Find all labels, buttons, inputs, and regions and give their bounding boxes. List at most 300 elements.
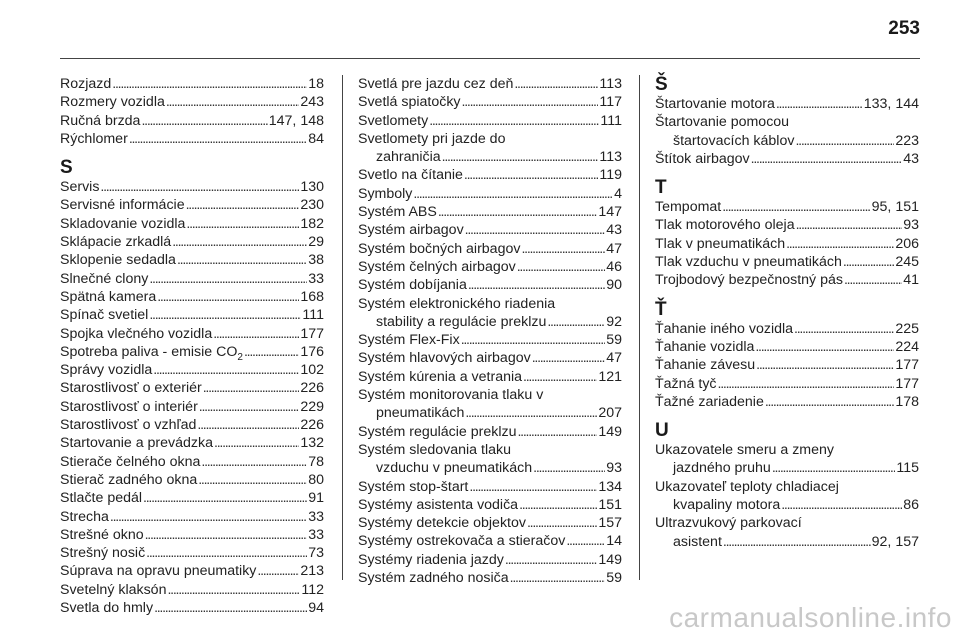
index-entry-pages: 33 [308,526,324,543]
index-entry-term [358,276,467,294]
index-entry-term [60,325,212,343]
index-entry-pages: 177 [895,357,919,374]
index-entry-term-text: asistent [673,533,722,550]
dot-leader [442,148,599,166]
dot-leader [141,112,267,130]
index-entry [60,343,324,361]
index-entry [60,306,324,324]
index-entry-term-text: Slnečné clony [60,270,149,287]
dot-leader [129,130,307,148]
index-entry-term-text: Servisné informácie [60,197,185,214]
dot-leader [157,288,299,306]
index-entry [60,562,324,580]
dot-leader [843,253,894,271]
index-entry-term-text: Systémy ostrekovača a stieračov [358,533,566,550]
index-entry-term-text: Spínač svetiel [60,307,149,324]
index-entry [60,93,324,111]
section-letter: U [655,420,669,442]
index-entry [60,453,324,471]
index-entry [358,532,622,550]
dot-leader [112,75,307,93]
index-entry-term-text: Ťažné zariadenie [655,393,764,410]
index-entry-term [655,356,755,374]
index-entry-term [655,216,795,234]
dot-leader [505,551,597,569]
dot-leader [244,343,299,361]
index-entry [60,178,324,196]
index-entry [358,240,622,258]
index-entry-term-text: Starostlivosť o exteriér [60,380,202,397]
dot-leader [172,233,307,251]
index-entry-term-text: Trojbodový bezpečnostný pás [655,272,843,289]
index-entry-term-text: Svetlá pre jazdu cez deň [358,76,514,92]
dot-leader [214,434,299,452]
index-entry-term-line: Ukazovateľ teploty chladiacej [655,478,839,495]
index-entry-term [655,320,793,338]
index-entry-pages: 223 [895,132,919,149]
index-entry-pages: 59 [606,570,622,587]
index-entry-pages: 113 [599,149,622,166]
dot-leader [177,251,307,269]
index-entry-term [60,581,166,599]
index-entry-pages: 18 [308,76,324,92]
index-entry [60,361,324,379]
index-entry-term-text: Tlak v pneumatikách [655,235,786,252]
index-entry-pages: 243 [300,94,324,111]
index-entry [60,379,324,397]
index-entry-term-text: Spotreba paliva - emisie CO [60,343,238,360]
index-entry-term-text: Ťažná tyč [655,375,717,392]
index-entry-term-text: Systémy asistenta vodiča [358,496,519,513]
index-entry-pages: 47 [606,240,622,257]
dot-leader [844,271,902,289]
dot-leader [145,526,308,544]
index-entry-pages: 43 [903,150,919,167]
column-divider [342,75,343,580]
dot-leader [465,404,597,422]
index-entry [358,478,622,496]
index-entry-term-text: Súprava na opravu pneumatiky [60,563,257,580]
index-entry-term-text: vzduchu v pneumatikách [376,460,533,477]
index-entry-term-text: Systémy riadenia jazdy [358,551,504,568]
index-entry [358,514,622,532]
index-entry-pages: 92, 157 [871,533,919,550]
index-entry-term-text: Stierač zadného okna [60,471,198,488]
index-entry-term-text: Rozjazd [60,76,112,92]
dot-leader [257,562,299,580]
index-entry [655,150,919,168]
index-entry [655,235,919,253]
index-entry-term-text: kvapaliny motora [673,497,781,514]
index-entry-pages: 86 [903,497,919,514]
dot-leader [166,93,299,111]
dot-leader [149,270,307,288]
dot-leader [518,423,598,441]
index-entry-pages: 207 [598,405,622,422]
index-entry-term-text: Štartovanie motora [655,96,775,112]
index-entry-term-text: Servis [60,179,100,196]
dot-leader [213,325,299,343]
index-entry-term-text: Systém regulácie preklzu [358,423,517,440]
index-entry-pages: 224 [895,338,919,355]
index-entry [655,216,919,234]
index-entry-pages: 91 [308,490,324,507]
index-entry-pages: 33 [308,508,324,525]
index-column-2 [358,75,622,587]
index-entry [358,496,622,514]
index-column-3 [655,75,919,551]
index-entry-term [655,338,754,356]
index-entry-term-text: Strecha [60,508,109,525]
index-entry-term [358,478,468,496]
index-entry-term-text: štartovacích káblov [673,132,795,149]
dot-leader [533,459,605,477]
index-entry-term-text: Rýchlomer [60,130,128,147]
index-entry-term-line: Ukazovatele smeru a zmeny [655,442,834,459]
index-entry-term-text: Ťahanie vozidla [655,338,755,355]
index-entry-pages: 93 [606,460,622,477]
index-entry-pages: 168 [300,288,324,305]
index-entry-term [358,331,460,349]
index-entry [358,276,622,294]
section-letter: S [60,157,73,179]
index-entry [655,198,919,216]
index-entry-pages: 130 [300,179,324,196]
index-entry [358,441,622,478]
index-entry-term-text: Svetelný klaksón [60,581,167,598]
index-entry [655,253,919,271]
index-entry [358,185,622,203]
index-entry-term [376,148,441,166]
index-entry-term-text: Systém dobíjania [358,277,467,294]
index-entry [358,386,622,423]
index-entry-term [358,112,428,130]
index-entry [358,569,622,587]
index-entry [358,368,622,386]
index-entry-term-text: Systém hlavových airbagov [358,350,531,367]
dot-leader [186,196,300,214]
index-entry-pages: 111 [600,112,622,129]
index-entry-term-text: Svetlá spiatočky [358,94,461,111]
index-entry-term [60,489,142,507]
index-entry-term [60,544,145,562]
index-entry [60,233,324,251]
index-entry-term-text: Systém čelných airbagov [358,258,516,275]
index-entry-term-text: Ťahanie iného vozidla [655,320,794,337]
index-entry-term-text: Systém airbagov [358,222,464,239]
index-entry [60,508,324,526]
index-entry-pages: 177 [300,325,324,342]
dot-leader [755,338,894,356]
dot-leader [765,393,894,411]
index-entry-subscript: 2 [237,351,243,362]
index-entry-term [655,235,785,253]
dot-leader [547,313,605,331]
index-entry-term [60,178,99,196]
index-entry-term-text: Spätná kamera [60,288,157,305]
index-entry-term-text: Startovanie a prevádzka [60,435,214,452]
index-entry-term [358,185,412,203]
dot-leader [786,235,894,253]
index-entry-term [655,393,764,411]
index-entry [60,251,324,269]
dot-leader [429,112,599,130]
dot-leader [517,258,606,276]
index-entry-term-line: Systém elektronického riadenia [358,295,556,312]
index-entry-term [60,233,171,251]
dot-leader [197,416,299,434]
section-letter: Š [655,74,668,95]
index-entry [60,270,324,288]
index-entry-term [358,221,464,239]
index-entry-pages: 93 [903,217,919,234]
index-entry-pages: 177 [895,375,919,392]
index-entry [358,93,622,111]
index-entry [60,526,324,544]
index-entry-term [60,526,144,544]
index-entry [358,221,622,239]
dot-leader [756,356,894,374]
index-entry-term-text: Symboly [358,185,413,202]
dot-leader [781,496,902,514]
index-entry-pages: 149 [598,551,622,568]
dot-leader [186,215,299,233]
dot-leader [566,532,605,550]
index-entry-term-text: Systém Flex-Fix [358,332,460,349]
index-entry-pages: 47 [606,350,622,367]
index-entry-term [60,453,200,471]
index-entry-term [358,349,531,367]
index-entry [655,271,919,289]
dot-leader [722,198,870,216]
index-entry [60,196,324,214]
index-entry-term [60,75,111,93]
index-entry [60,75,324,93]
index-entry-term-text: Stierače čelného okna [60,453,201,470]
index-entry-term [358,532,565,550]
index-entry-term [358,551,504,569]
index-entry-term [60,93,165,111]
index-entry [358,551,622,569]
index-entry-term [358,496,518,514]
index-entry [358,349,622,367]
index-entry [655,375,919,393]
index-entry-term [60,306,148,324]
index-entry-term-text: Svetlomety [358,112,429,129]
index-entry [60,599,324,617]
index-entry-term-line: Systém sledovania tlaku [358,441,511,458]
index-entry-term [673,132,794,150]
index-entry-term-text: Starostlivosť o interiér [60,398,198,415]
index-entry-pages: 151 [598,496,622,513]
index-entry-term [60,562,256,580]
dot-leader [532,349,606,367]
index-entry-term [60,508,109,526]
index-entry-pages: 29 [308,234,324,251]
index-entry-term-text: pneumatikách [376,405,465,422]
index-entry-term-text: Starostlivosť o vzhľad [60,417,197,434]
index-entry-term [60,471,197,489]
dot-leader [201,453,307,471]
index-entry-pages: 33 [308,270,324,287]
index-entry [60,112,324,130]
dot-leader [469,478,597,496]
index-entry [60,288,324,306]
index-entry [358,203,622,221]
index-entry-term [358,203,437,221]
index-entry-term-line: Štartovanie pomocou [655,114,790,131]
dot-leader [718,375,895,393]
index-entry-term [673,496,780,514]
dot-leader [468,276,605,294]
index-entry-term [655,253,842,271]
dot-leader [796,216,903,234]
dot-leader [153,361,299,379]
dot-leader [510,569,606,587]
index-entry-term-text: jazdného pruhu [673,460,771,477]
index-entry-pages: 182 [300,215,324,232]
index-entry [358,75,622,93]
index-entry-term-text: Tlak vzduchu v pneumatikách [655,254,842,271]
section-letter: Ť [655,298,667,320]
index-entry-pages: 230 [300,197,324,214]
section-letter: T [655,177,667,199]
dot-leader [464,166,598,184]
index-entry-pages: 113 [599,76,622,92]
index-entry-pages: 225 [895,320,919,337]
index-entry-term [358,240,520,258]
index-entry-term-text: Svetlo na čítanie [358,167,463,184]
index-entry-term [673,459,771,477]
index-entry-term [376,459,532,477]
index-entry [60,544,324,562]
dot-leader [527,514,597,532]
index-entry-term [60,343,243,361]
index-entry [655,320,919,338]
dot-leader [462,93,599,111]
index-entry-term [60,270,148,288]
dot-leader [772,459,896,477]
index-entry-pages: 245 [895,254,919,271]
index-entry-term-text: Systém stop-štart [358,478,469,495]
index-entry [60,434,324,452]
index-entry-pages: 117 [599,94,622,111]
index-entry-term [358,514,526,532]
index-entry [358,295,622,332]
index-entry-term [60,599,153,617]
index-entry [655,95,919,113]
index-entry-term [60,196,185,214]
index-entry [655,393,919,411]
index-entry-pages: 95, 151 [871,199,919,216]
index-entry-term-text: Správy vozidla [60,362,153,379]
index-entry [655,113,919,150]
index-entry [60,489,324,507]
dot-leader [198,471,307,489]
index-entry [60,215,324,233]
index-entry-pages: 132 [300,435,324,452]
dot-leader [794,320,894,338]
index-entry-pages: 134 [598,478,622,495]
index-entry-term [376,313,546,331]
index-entry-term [655,271,843,289]
index-entry-term [60,112,140,130]
index-entry-term-text: Systémy detekcie objektov [358,515,526,532]
index-entry-term [376,404,464,422]
index-entry-pages: 92 [606,313,622,330]
index-entry [60,581,324,599]
index-entry [60,130,324,148]
index-entry-pages: 226 [300,417,324,434]
index-entry-pages: 213 [300,563,324,580]
index-entry-pages: 59 [606,332,622,349]
watermark: carmanualsonline.info [669,602,952,633]
dot-leader [100,178,299,196]
dot-leader [521,240,605,258]
index-entry [358,258,622,276]
index-entry-term [60,416,196,434]
index-entry-term-text: Tempomat [655,199,722,216]
dot-leader [143,489,307,507]
index-entry [60,325,324,343]
header-rule [60,58,920,59]
index-entry-term-text: Strešný nosič [60,545,146,562]
index-entry-term [60,130,128,148]
index-entry-term [673,533,722,551]
index-entry-pages: 102 [300,362,324,379]
index-entry-pages: 43 [606,222,622,239]
dot-leader [149,306,301,324]
index-entry-pages: 115 [896,460,919,477]
index-entry-term-text: Systém ABS [358,204,437,221]
dot-leader [203,379,300,397]
index-entry-term-text: Systém zadného nosiča [358,570,509,587]
index-entry-term [655,150,750,168]
index-entry-term [655,198,721,216]
index-column-1 [60,75,324,617]
index-entry-term-text: Skladovanie vozidla [60,215,186,232]
index-entry-term-text: Systém kúrenia a vetrania [358,368,523,385]
index-entry-term-text: Sklápacie zrkadlá [60,234,172,251]
index-entry-term-text: Sklopenie sedadla [60,252,176,269]
index-entry-pages: 84 [308,130,324,147]
index-entry-term-text: zahraničia [376,149,441,166]
index-entry-pages: 94 [308,600,324,617]
index-entry-term [358,75,513,93]
index-entry-pages: 133, 144 [863,96,919,112]
dot-leader [776,95,863,113]
dot-leader [514,75,598,93]
index-entry-term [60,434,213,452]
index-entry-pages: 178 [895,393,919,410]
dot-leader [519,496,597,514]
index-entry-pages: 41 [903,272,919,289]
index-entry-term [60,361,152,379]
dot-leader [154,599,307,617]
index-entry-pages: 206 [895,235,919,252]
index-entry-term [655,95,775,113]
index-entry [358,166,622,184]
index-entry-pages: 229 [300,398,324,415]
index-entry-pages: 157 [598,515,622,532]
index-entry-pages: 78 [308,453,324,470]
index-entry-term-line: Svetlomety pri jazde do [358,130,506,147]
index-entry-term [358,368,522,386]
index-entry-term [60,379,202,397]
index-entry-pages: 119 [599,167,622,184]
index-entry-pages: 90 [606,277,622,294]
dot-leader [751,150,903,168]
